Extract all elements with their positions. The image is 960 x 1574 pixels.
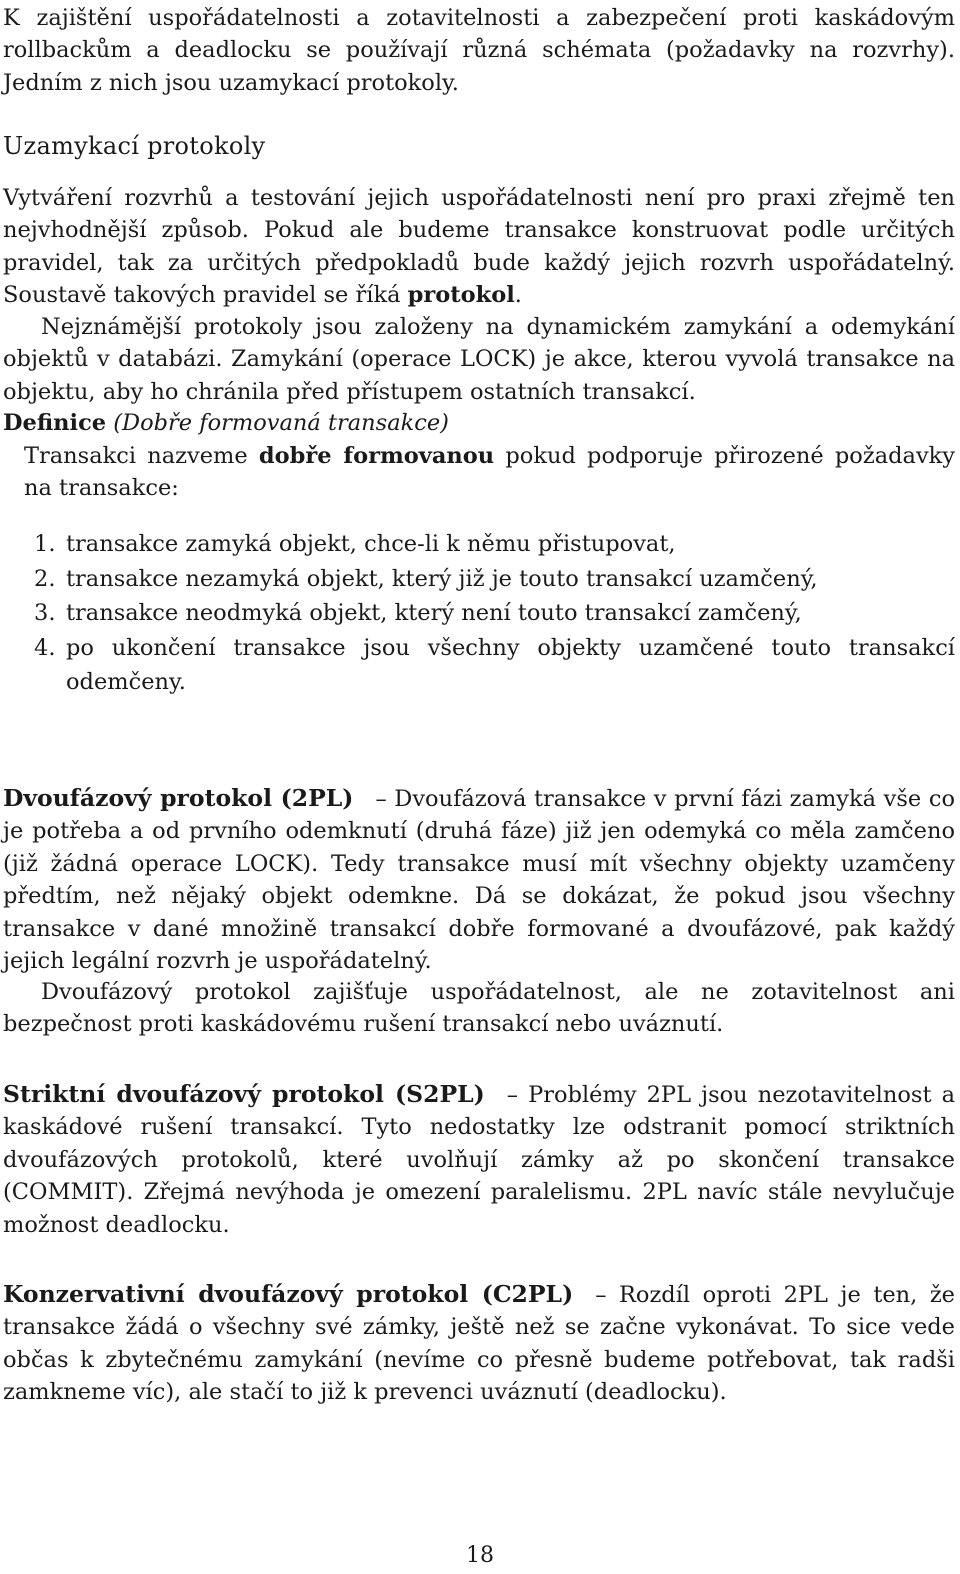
c2pl-title: Konzervativní dvoufázový protokol (C2PL): [3, 1280, 574, 1308]
definition-body: [24, 440, 955, 505]
s2pl-paragraph: [3, 1078, 955, 1241]
list-item-text: transakce nezamyká objekt, který již je touto transakcí uzamčený,: [66, 565, 818, 592]
list-item: [24, 631, 955, 700]
s2pl-text: – Problémy 2PL jsou nezotavitelnost a kaskádové rušení transakcí. Tyto nedostatky lze odstranit pomocí striktních dvoufázových protokolů, které uvolňují zámky až po skončení transakce (COMMIT). Zřejmá nevýhoda je omezení paralelismu. 2PL navíc stále nevylučuje možnost deadlocku.: [3, 1082, 955, 1238]
definition-body-text: Transakci nazveme: [24, 443, 259, 469]
twopl-text: – Dvoufázová transakce v první fázi zamyká vše co je potřeba a od prvního odemknutí (druhá fáze) již jen odemyká co měla zamčeno (již žádná operace LOCK). Tedy transakce musí mít všechny objekty uzamčeny předtím, než nějaký objekt odemkne. Dá se dokázat, že pokud jsou všechny transakce v dané množině transakcí dobře formované a dvoufázové, pak každý jejich legální rozvrh je uspořádatelný.: [3, 786, 955, 975]
list-item-text: transakce zamyká objekt, chce-li k němu přistupovat,: [66, 531, 676, 557]
definition-heading: [3, 407, 449, 439]
well-formed-term: dobře formovanou: [258, 443, 495, 469]
list-item-number: 1.: [34, 531, 56, 557]
list-item: [24, 562, 955, 597]
list-item-text: po ukončení transakce jsou všechny objekty uzamčené touto transakcí odemčeny.: [66, 634, 955, 695]
requirements-list: [24, 527, 955, 700]
s2pl-title: Striktní dvoufázový protokol (S2PL): [3, 1080, 485, 1108]
list-item-number: 3.: [34, 600, 56, 626]
locking-paragraph-2: Nejznámější protokoly jsou založeny na dynamickém zamykání a odemykání objektů v databázi. Zamykání (operace LOCK) je akce, kterou vyvolá transakce na objektu, aby ho chránila před přístupem ostatních transakcí.: [3, 314, 955, 405]
protocol-term: protokol: [407, 282, 515, 309]
list-item-number: 2.: [34, 565, 56, 592]
twopl-title: Dvoufázový protokol (2PL): [3, 784, 354, 812]
page-number: 18: [466, 1543, 494, 1568]
definition-title: (Dobře formovaná transakce): [113, 410, 449, 436]
section-heading-locking: Uzamykací protokoly: [3, 132, 266, 160]
c2pl-text: – Rozdíl oproti 2PL je ten, že transakce žádá o všechny své zámky, ještě než se začne vykonávat. To sice vede občas k zbytečnému zamykání (nevíme co přesně budeme potřebovat, tak radši zamkneme víc), ale stačí to již k prevenci uváznutí (deadlocku).: [3, 1282, 955, 1406]
intro-paragraph: K zajištění uspořádatelnosti a zotavitelnosti a zabezpečení proti kaskádovým rollbackům a deadlocku se používají různá schémata (požadavky na rozvrhy). Jedním z nich jsou uzamykací protokoly.: [3, 5, 955, 96]
list-item: [24, 596, 955, 631]
definition-label: Definice: [3, 410, 107, 436]
list-item-text: transakce neodmyká objekt, který není touto transakcí zamčený,: [66, 600, 802, 626]
locking-p1-text: Vytváření rozvrhů a testování jejich uspořádatelnosti není pro praxi zřejmě ten nejvhodnější způsob. Pokud ale budeme transakce konstruovat podle určitých pravidel, tak za určitých předpokladů bude každý jejich rozvrh uspořádatelný. Soustavě takových pravidel se říká: [3, 185, 955, 309]
locking-paragraph-1: [3, 182, 955, 312]
twopl-paragraph-2: Dvoufázový protokol zajišťuje uspořádatelnost, ale ne zotavitelnost ani bezpečnost proti kaskádovému rušení transakcí nebo uváznutí.: [3, 979, 955, 1038]
definition-body-end: pokud podporuje přirozené požadavky na transakce:: [24, 443, 956, 502]
locking-p1-end: .: [514, 282, 522, 309]
list-item-number: 4.: [34, 634, 56, 661]
c2pl-paragraph: [3, 1278, 955, 1409]
list-item: [24, 527, 955, 562]
twopl-paragraph: [3, 782, 955, 977]
